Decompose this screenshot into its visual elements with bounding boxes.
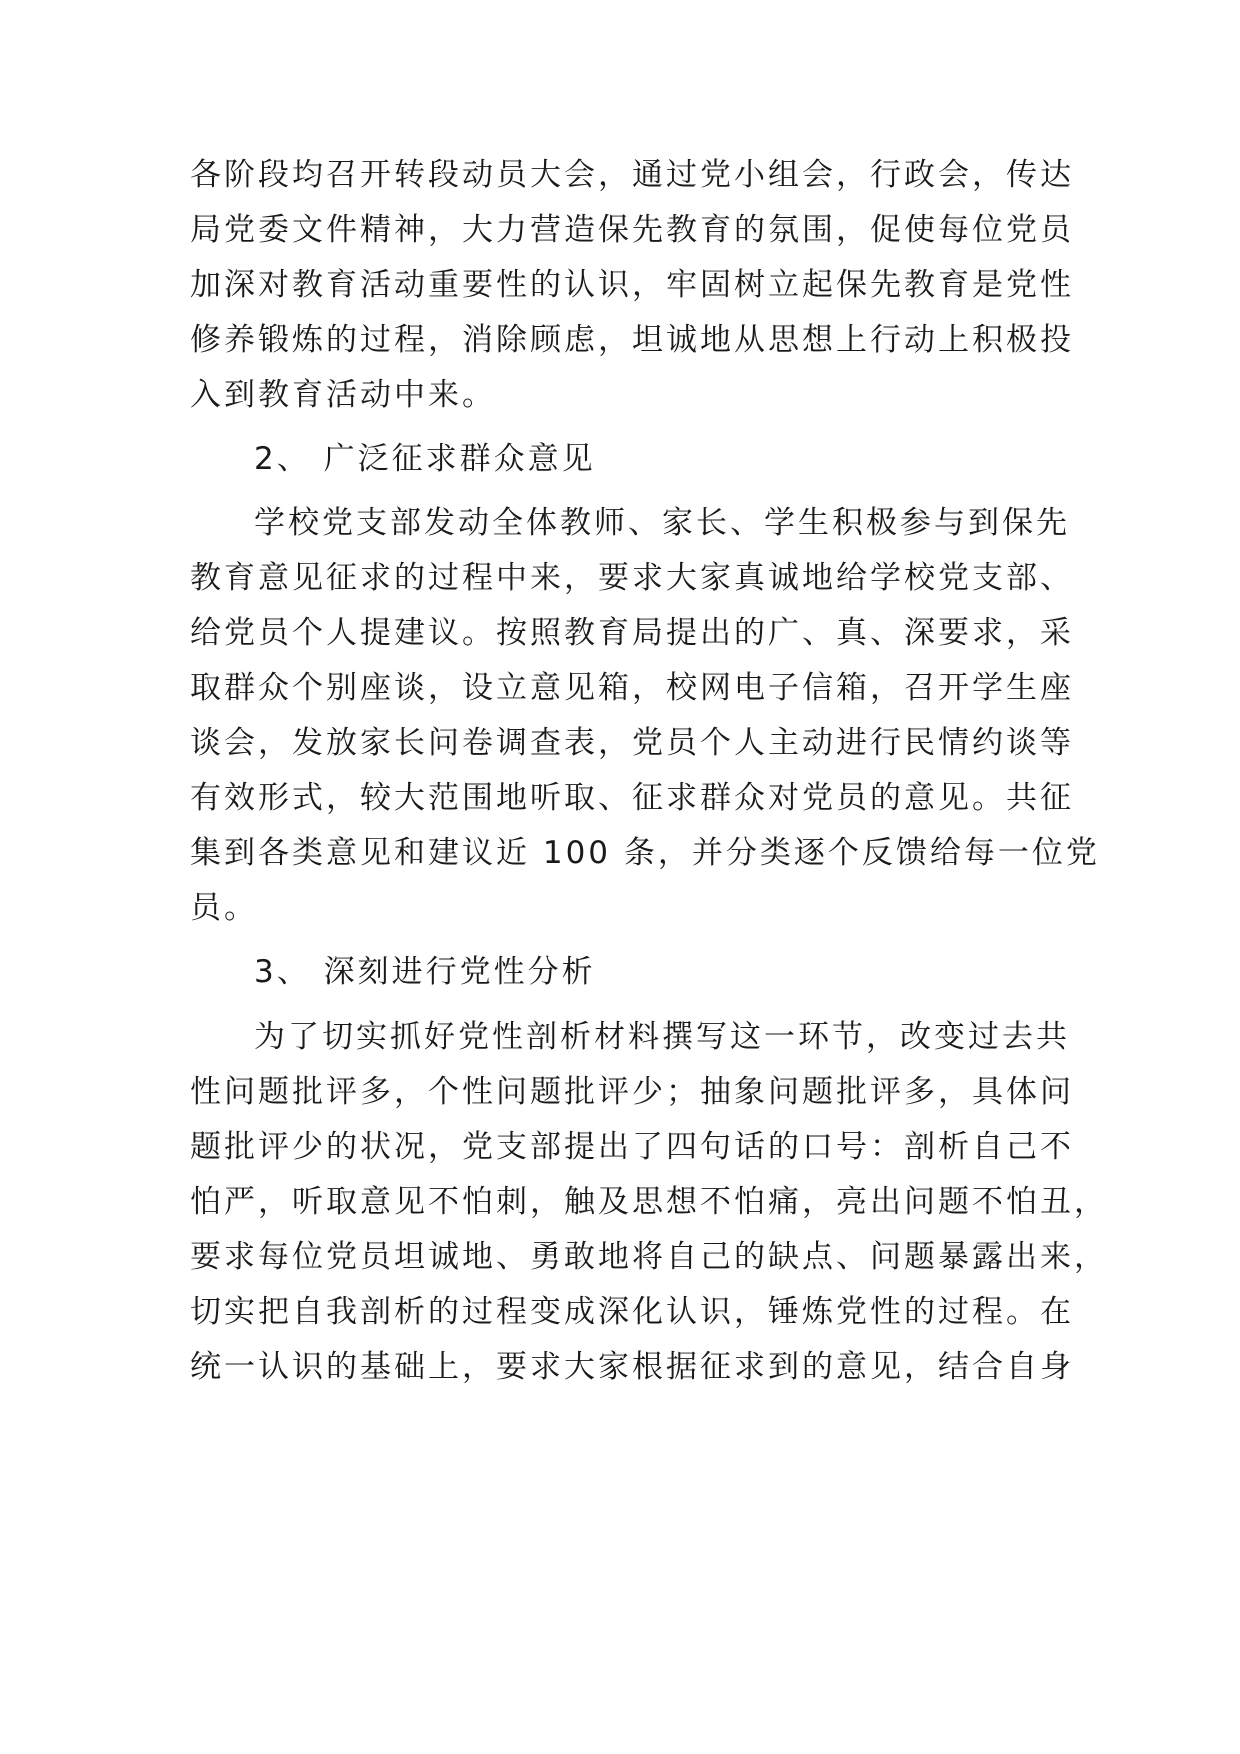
paragraph-3-line-6: 切实把自我剖析的过程变成深化认识，锤炼党性的过程。在	[190, 1294, 1074, 1330]
paragraph-1-line-4: 修养锻炼的过程，消除顾虑，坦诚地从思想上行动上积极投	[190, 322, 1074, 358]
paragraph-3-line-4: 怕严，听取意见不怕刺，触及思想不怕痛，亮出问题不怕丑，	[190, 1184, 1108, 1220]
paragraph-1-line-5: 入到教育活动中来。	[190, 377, 496, 413]
paragraph-3-line-5: 要求每位党员坦诚地、勇敢地将自己的缺点、问题暴露出来，	[190, 1239, 1108, 1275]
paragraph-2-line-8: 员。	[190, 890, 258, 926]
paragraph-2-line-2: 教育意见征求的过程中来，要求大家真诚地给学校党支部、	[190, 560, 1074, 596]
paragraph-3-line-3: 题批评少的状况，党支部提出了四句话的口号：剖析自己不	[190, 1129, 1074, 1165]
section-heading-3: 3、 深刻进行党性分析	[254, 954, 596, 990]
paragraph-3-line-2: 性问题批评多，个性问题批评少；抽象问题批评多，具体问	[190, 1074, 1074, 1110]
paragraph-3-line-7: 统一认识的基础上，要求大家根据征求到的意见，结合自身	[190, 1349, 1074, 1385]
paragraph-1-line-3: 加深对教育活动重要性的认识，牢固树立起保先教育是党性	[190, 267, 1074, 303]
paragraph-2-line-5: 谈会，发放家长问卷调查表，党员个人主动进行民情约谈等	[190, 725, 1074, 761]
section-heading-2: 2、 广泛征求群众意见	[254, 441, 596, 477]
paragraph-2-line-3: 给党员个人提建议。按照教育局提出的广、真、深要求，采	[190, 615, 1074, 651]
paragraph-2-line-4: 取群众个别座谈，设立意见箱，校网电子信箱，召开学生座	[190, 670, 1074, 706]
paragraph-1-line-1: 各阶段均召开转段动员大会，通过党小组会，行政会，传达	[190, 157, 1074, 193]
paragraph-2-line-7: 集到各类意见和建议近 100 条，并分类逐个反馈给每一位党	[190, 835, 1100, 871]
paragraph-3-line-1: 为了切实抓好党性剖析材料撰写这一环节，改变过去共	[254, 1019, 1070, 1055]
paragraph-1-line-2: 局党委文件精神，大力营造保先教育的氛围，促使每位党员	[190, 212, 1074, 248]
paragraph-2-line-1: 学校党支部发动全体教师、家长、学生积极参与到保先	[254, 505, 1070, 541]
paragraph-2-line-6: 有效形式，较大范围地听取、征求群众对党员的意见。共征	[190, 780, 1074, 816]
